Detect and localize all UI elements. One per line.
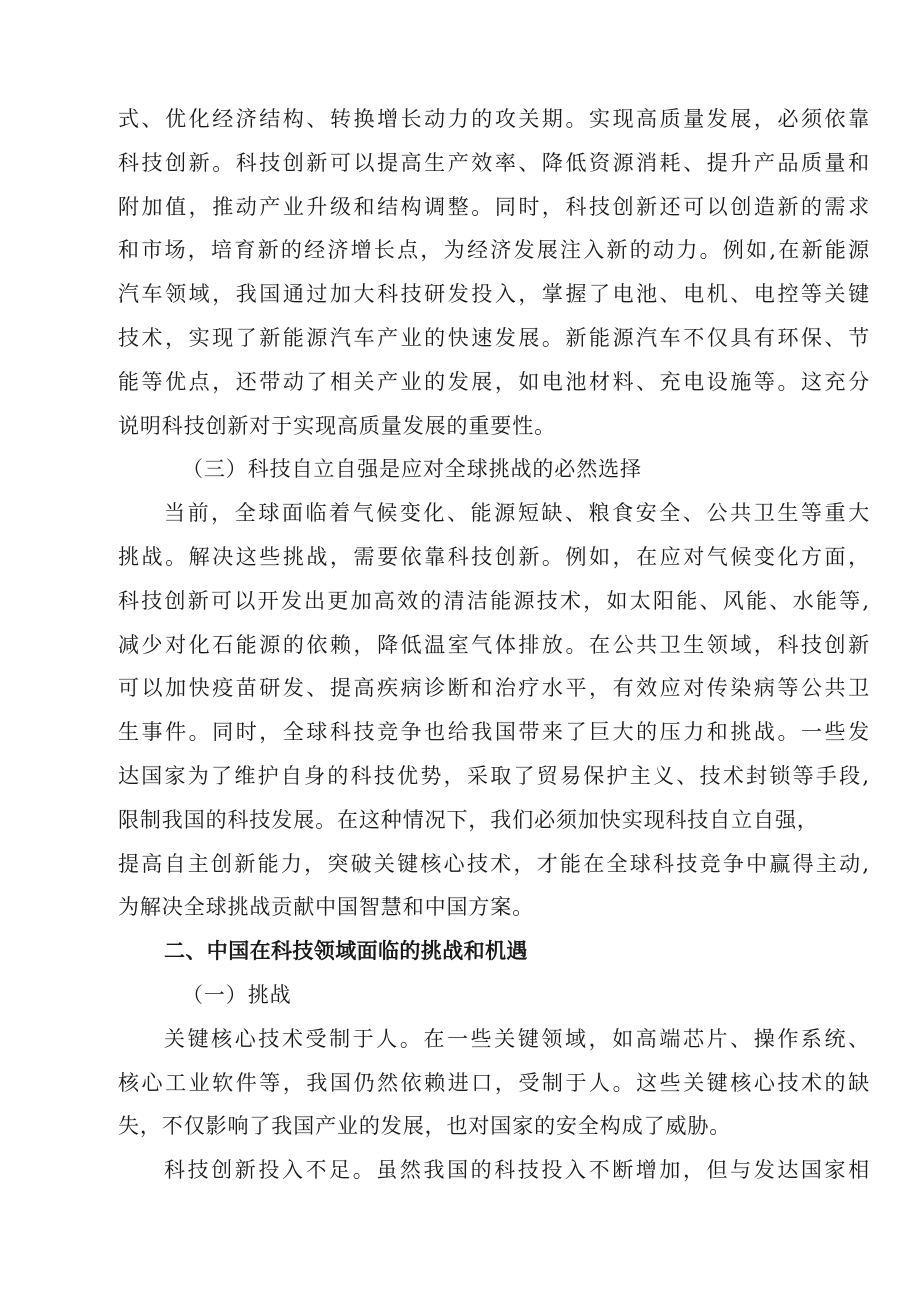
text-line: 达国家为了维护自身的科技优势，采取了贸易保护主义、技术封锁等手段,	[118, 763, 870, 788]
text-line: 技术，实现了新能源汽车产业的快速发展。新能源汽车不仅具有环保、节	[118, 325, 870, 350]
text-line: 能等优点，还带动了相关产业的发展，如电池材料、充电设施等。这充分	[118, 369, 870, 394]
subheading-challenges: （一）挑战	[182, 982, 292, 1007]
text-line: 附加值，推动产业升级和结构调整。同时，科技创新还可以创造新的需求	[118, 194, 870, 219]
paragraph-core-technology	[118, 1018, 870, 1149]
text-line: 汽车领域，我国通过加大科技研发投入，掌握了电池、电机、电控等关键	[118, 282, 870, 307]
text-line: 和市场，培育新的经济增长点，为经济发展注入新的动力。例如,在新能源	[118, 238, 870, 263]
paragraph-investment	[118, 1149, 870, 1193]
text-line: 关键核心技术受制于人。在一些关键领域，如高端芯片、操作系统、	[164, 1026, 870, 1051]
text-line: 失，不仅影响了我国产业的发展，也对国家的安全构成了威胁。	[118, 1114, 732, 1139]
text-line: 科技创新。科技创新可以提高生产效率、降低资源消耗、提升产品质量和	[118, 150, 870, 175]
text-line: 挑战。解决这些挑战，需要依靠科技创新。例如，在应对气候变化方面，	[118, 544, 870, 569]
text-line: 可以加快疫苗研发、提高疾病诊断和治疗水平，有效应对传染病等公共卫	[118, 676, 870, 701]
text-line: 式、优化经济结构、转换增长动力的攻关期。实现高质量发展，必须依靠	[118, 107, 870, 131]
paragraph-continuation	[118, 98, 870, 448]
text-line: 科技创新可以开发出更加高效的清洁能源技术，如太阳能、风能、水能等,	[118, 588, 870, 613]
subheading-global-challenges: （三）科技自立自强是应对全球挑战的必然选择	[182, 457, 642, 482]
text-line: 说明科技创新对于实现高质量发展的重要性。	[118, 413, 556, 438]
section-heading-challenges-opportunities: 二、中国在科技领域面临的挑战和机遇	[164, 939, 528, 964]
text-line: 提高自主创新能力，突破关键核心技术，才能在全球科技竞争中赢得主动,	[118, 851, 870, 876]
text-line: 为解决全球挑战贡献中国智慧和中国方案。	[118, 895, 535, 920]
document-page	[118, 98, 870, 1193]
paragraph-global-challenges	[118, 492, 870, 930]
text-line: 科技创新投入不足。虽然我国的科技投入不断增加，但与发达国家相	[164, 1158, 870, 1183]
text-line: 限制我国的科技发展。在这种情况下，我们必须加快实现科技自立自强，	[118, 807, 819, 832]
text-line: 当前，全球面临着气候变化、能源短缺、粮食安全、公共卫生等重大	[164, 501, 870, 526]
text-line: 生事件。同时，全球科技竞争也给我国带来了巨大的压力和挑战。一些发	[118, 720, 870, 745]
text-line: 减少对化石能源的依赖，降低温室气体排放。在公共卫生领域，科技创新	[118, 632, 870, 657]
text-line: 核心工业软件等，我国仍然依赖进口，受制于人。这些关键核心技术的缺	[118, 1070, 870, 1095]
